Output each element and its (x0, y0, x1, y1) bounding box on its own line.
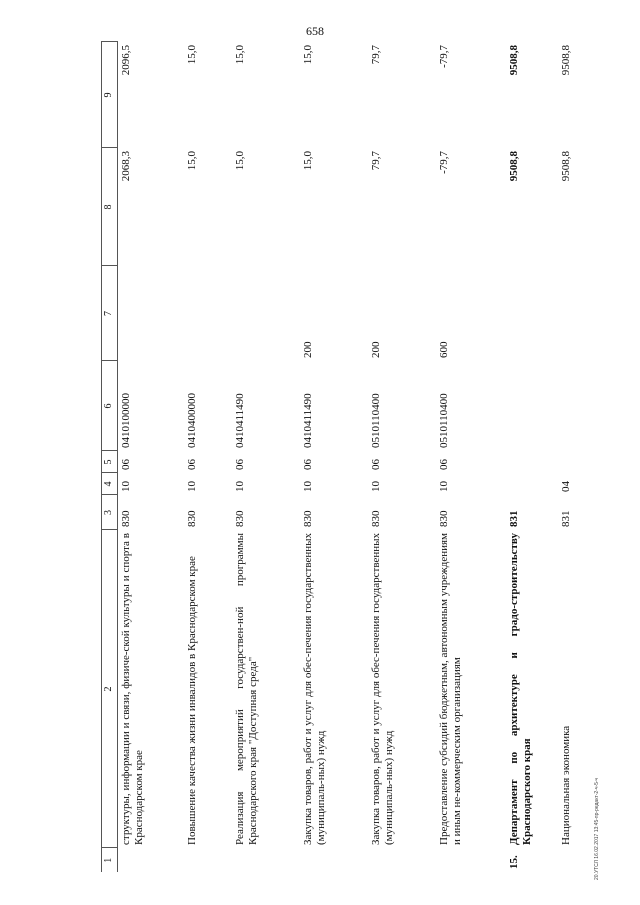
expense-type-code (558, 266, 592, 361)
header-cell-8: 8 (102, 148, 118, 266)
row-name: Предоставление субсидий бюджетным, автономным учреждениям и иным не-коммерческим организациям (437, 533, 464, 845)
expense-type-code (232, 266, 300, 361)
amount-col-8: -79,7 (437, 151, 450, 174)
subsection-code (506, 451, 558, 473)
target-article-code: 0410411490 (301, 393, 314, 448)
amount-col-8: 9508,8 (507, 151, 520, 182)
row-name: Повышение качества жизни инвалидов в Краснодарском крае (185, 556, 198, 845)
rotated-table-container (101, 42, 601, 872)
row-number (558, 848, 592, 872)
target-article-code (506, 361, 558, 451)
header-cell-9: 9 (102, 42, 118, 148)
page-number: 658 (306, 24, 324, 38)
expense-type-code (117, 266, 184, 361)
table-row (436, 42, 506, 872)
ministry-code: 830 (119, 510, 132, 527)
ministry-code: 831 (559, 510, 572, 527)
header-cell-7: 7 (102, 266, 118, 361)
table-row (184, 42, 232, 872)
amount-col-8: 15,0 (185, 151, 198, 171)
ministry-code: 830 (185, 510, 198, 527)
section-code: 10 (233, 481, 246, 492)
table-row (117, 42, 184, 872)
section-code: 04 (559, 481, 572, 492)
section-code: 10 (369, 481, 382, 492)
ministry-code: 830 (369, 510, 382, 527)
amount-col-8: 79,7 (369, 151, 382, 171)
budget-table (101, 42, 592, 873)
table-row (232, 42, 300, 872)
subsection-code: 06 (233, 459, 246, 470)
header-cell-6: 6 (102, 361, 118, 451)
target-article-code: 0410400000 (185, 393, 198, 448)
subsection-code: 06 (369, 459, 382, 470)
section-code: 10 (185, 481, 198, 492)
amount-col-8: 9508,8 (559, 151, 572, 182)
row-name: структуры, информации и связи, физиче-ской культуры и спорта в Краснодарском крае (119, 533, 146, 845)
amount-col-9: 15,0 (301, 45, 314, 65)
row-number: 15. (507, 855, 520, 869)
subsection-code (558, 451, 592, 473)
target-article-code (558, 361, 592, 451)
target-article-code: 0410100000 (119, 393, 132, 448)
section-code: 10 (437, 481, 450, 492)
table-row (558, 42, 592, 872)
expense-type-code (506, 266, 558, 361)
amount-col-9: 9508,8 (507, 45, 520, 76)
amount-col-9: 2096,5 (119, 45, 132, 76)
header-row (102, 42, 118, 872)
row-name: Национальная экономика (559, 725, 572, 845)
subsection-code: 06 (119, 459, 132, 470)
row-name: Департамент по архитектуре и градо-строительству Краснодарского края (507, 533, 534, 845)
row-name: Реализация мероприятий государствен-ной программы Краснодарского края "Доступная среда" (233, 533, 260, 845)
amount-col-8: 2068,3 (119, 151, 132, 182)
header-cell-5: 5 (102, 451, 118, 473)
footer-stamp: 20.УТСЛ 16.02.2017 13:45-пр-редакт-2-ч-5-ч (594, 777, 600, 880)
header-cell-4: 4 (102, 473, 118, 495)
table-row (300, 42, 368, 872)
amount-col-8: 15,0 (233, 151, 246, 171)
subsection-code: 06 (437, 459, 450, 470)
expense-type-code (184, 266, 232, 361)
subsection-code: 06 (185, 459, 198, 470)
section-code: 10 (301, 481, 314, 492)
expense-type-code: 200 (301, 341, 314, 358)
header-cell-2: 2 (102, 530, 118, 848)
target-article-code: 0510110400 (369, 393, 382, 448)
section-code (506, 473, 558, 495)
row-name: Закупка товаров, работ и услуг для обес-печения государственных (муниципаль-ных) нужд (369, 533, 396, 845)
ministry-code: 830 (437, 510, 450, 527)
ministry-code: 830 (233, 510, 246, 527)
target-article-code: 0410411490 (233, 393, 246, 448)
table-row (506, 42, 558, 872)
row-name: Закупка товаров, работ и услуг для обес-печения государственных (муниципаль-ных) нужд (301, 533, 328, 845)
amount-col-9: 15,0 (185, 45, 198, 65)
row-number (300, 848, 368, 872)
row-number (184, 848, 232, 872)
ministry-code: 831 (507, 510, 520, 527)
amount-col-9: 15,0 (233, 45, 246, 65)
row-number (117, 848, 184, 872)
amount-col-9: 9508,8 (559, 45, 572, 76)
amount-col-9: 79,7 (369, 45, 382, 65)
header-cell-3: 3 (102, 495, 118, 530)
header-cell-1: 1 (102, 848, 118, 872)
expense-type-code: 200 (369, 341, 382, 358)
expense-type-code: 600 (437, 341, 450, 358)
amount-col-9: -79,7 (437, 45, 450, 68)
target-article-code: 0510110400 (437, 393, 450, 448)
section-code: 10 (119, 481, 132, 492)
ministry-code: 830 (301, 510, 314, 527)
row-number (368, 848, 436, 872)
row-number (436, 848, 506, 872)
row-number (232, 848, 300, 872)
subsection-code: 06 (301, 459, 314, 470)
table-row (368, 42, 436, 872)
amount-col-8: 15,0 (301, 151, 314, 171)
